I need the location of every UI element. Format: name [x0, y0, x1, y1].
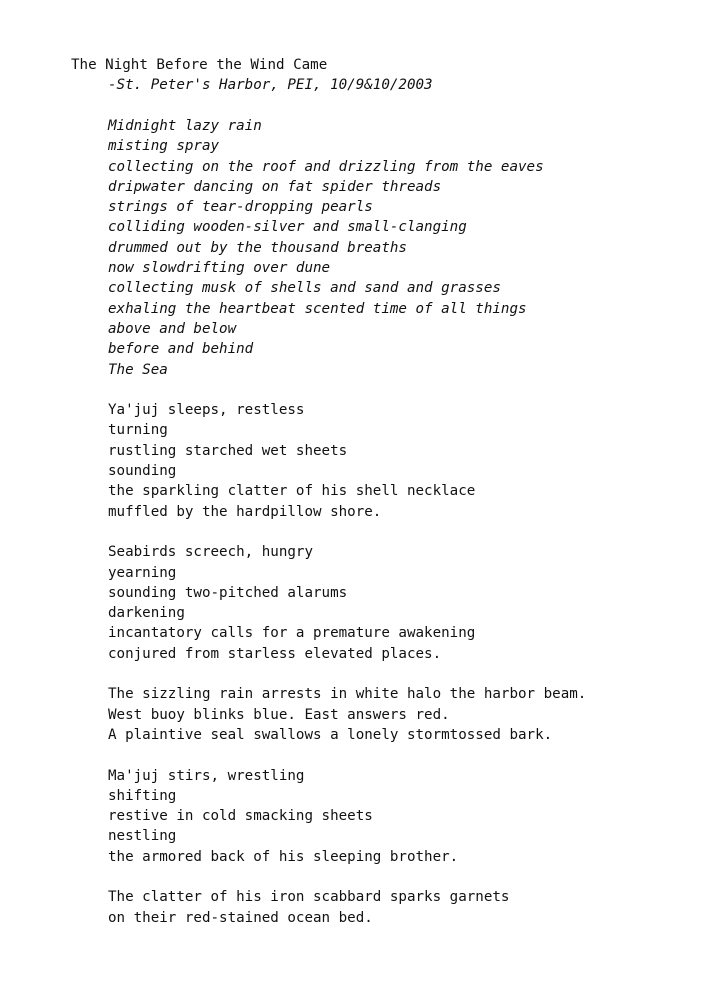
poem-line: sounding	[108, 463, 177, 480]
poem-line: collecting on the roof and drizzling from the eaves	[108, 158, 544, 175]
poem-line: strings of tear-dropping pearls	[108, 199, 373, 216]
poem-line: shifting	[108, 787, 177, 804]
poem-line: The Sea	[108, 361, 168, 378]
stanza-2	[108, 400, 708, 522]
poem-subtitle: -St. Peter's Harbor, PEI, 10/9&10/2003	[108, 77, 433, 93]
poem-line: restive in cold smacking sheets	[108, 808, 373, 825]
poem-line: muffled by the hardpillow shore.	[108, 503, 382, 520]
stanza-5	[108, 766, 708, 867]
poem-line: sounding two-pitched alarums	[108, 584, 348, 601]
stanza-4	[108, 684, 708, 745]
poem-line: Seabirds screech, hungry	[108, 544, 313, 561]
poem-line: darkening	[108, 605, 185, 622]
poem-line: colliding wooden-silver and small-clanging	[108, 219, 467, 236]
poem-title: The Night Before the Wind Came	[71, 57, 328, 73]
poem-line: dripwater dancing on fat spider threads	[108, 178, 442, 195]
poem-line: drummed out by the thousand breaths	[108, 239, 407, 256]
poem-line: Ya'juj sleeps, restless	[108, 402, 305, 419]
poem-line: nestling	[108, 828, 177, 845]
poem-line: Ma'juj stirs, wrestling	[108, 767, 305, 784]
poem-line: turning	[108, 422, 168, 439]
poem-body	[108, 116, 708, 948]
poem-line: now slowdrifting over dune	[108, 260, 331, 277]
poem-line: yearning	[108, 564, 177, 581]
poem-line: The sizzling rain arrests in white halo the harbor beam.	[108, 686, 587, 703]
poem-line: above and below	[108, 320, 237, 337]
stanza-1	[108, 116, 708, 380]
poem-line: A plaintive seal swallows a lonely stormtossed bark.	[108, 726, 553, 743]
stanza-3	[108, 542, 708, 664]
poem-line: before and behind	[108, 341, 254, 358]
poem-line: misting spray	[108, 138, 220, 155]
poem-line: collecting musk of shells and sand and grasses	[108, 280, 501, 297]
poem-line: incantatory calls for a premature awakening	[108, 625, 476, 642]
poem-line: Midnight lazy rain	[108, 118, 262, 134]
poem-line: The clatter of his iron scabbard sparks garnets	[108, 889, 510, 906]
poem-line: on their red-stained ocean bed.	[108, 909, 373, 926]
poem-line: exhaling the heartbeat scented time of all things	[108, 300, 527, 317]
stanza-6	[108, 887, 708, 928]
poem-line: the sparkling clatter of his shell necklace	[108, 483, 476, 500]
poem-line: West buoy blinks blue. East answers red.	[108, 706, 450, 723]
poem-line: the armored back of his sleeping brother.	[108, 848, 459, 865]
poem-line: conjured from starless elevated places.	[108, 645, 442, 662]
poem-line: rustling starched wet sheets	[108, 442, 348, 459]
